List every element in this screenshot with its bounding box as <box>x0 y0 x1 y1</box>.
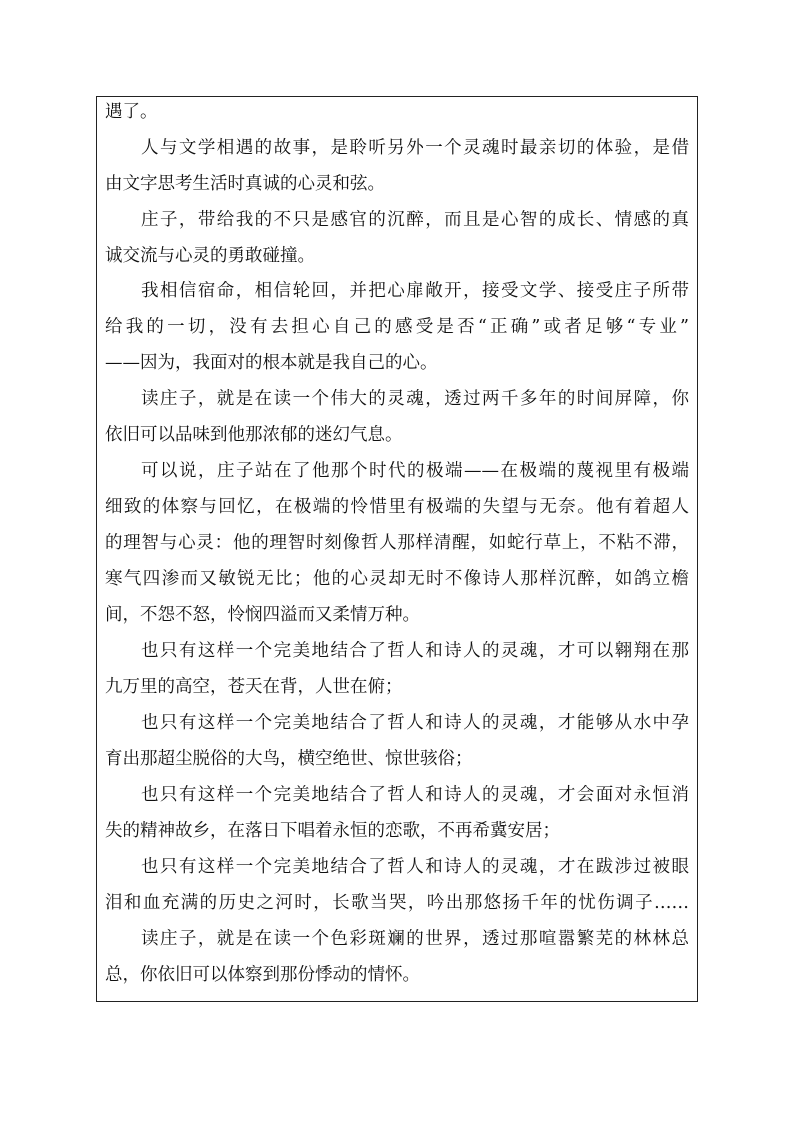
text-line: 给我的一切，没有去担心自己的感受是否“正确”或者足够“专业” <box>105 317 689 337</box>
text-line: 读庄子，就是在读一个色彩斑斓的世界，透过那喧嚣繁芜的林林总 <box>141 929 689 949</box>
text-line: 间，不怨不怒，怜悯四溢而又柔情万种。 <box>105 605 420 625</box>
text-line: 寒气四渗而又敏锐无比；他的心灵却无时不像诗人那样沉醉，如鸽立檐 <box>105 569 689 589</box>
text-line: 遇了。 <box>105 102 158 122</box>
text-line: 也只有这样一个完美地结合了哲人和诗人的灵魂，才能够从水中孕 <box>141 713 689 733</box>
text-line: ——因为，我面对的根本就是我自己的心。 <box>105 353 438 373</box>
text-line: 也只有这样一个完美地结合了哲人和诗人的灵魂，才在跋涉过被眼 <box>141 857 689 877</box>
text-line: 九万里的高空，苍天在背，人世在俯； <box>105 677 403 697</box>
text-line: 育出那超尘脱俗的大鸟，横空绝世、惊世骇俗； <box>105 749 473 769</box>
text-line: 细致的体察与回忆，在极端的怜惜里有极端的失望与无奈。他有着超人 <box>105 497 689 517</box>
text-line: 我相信宿命，相信轮回，并把心扉敞开，接受文学、接受庄子所带 <box>141 281 689 301</box>
text-line: 依旧可以品味到他那浓郁的迷幻气息。 <box>105 425 403 445</box>
text-line: 诚交流与心灵的勇敢碰撞。 <box>105 246 315 266</box>
text-line: 人与文学相遇的故事，是聆听另外一个灵魂时最亲切的体验，是借 <box>141 138 689 158</box>
text-line: 泪和血充满的历史之河时，长歌当哭，吟出那悠扬千年的忧伤调子…… <box>105 893 689 913</box>
text-line: 也只有这样一个完美地结合了哲人和诗人的灵魂，才可以翱翔在那 <box>141 641 689 661</box>
text-line: 读庄子，就是在读一个伟大的灵魂，透过两千多年的时间屏障，你 <box>141 389 689 409</box>
text-line: 由文字思考生活时真诚的心灵和弦。 <box>105 174 385 194</box>
text-line: 可以说，庄子站在了他那个时代的极端——在极端的蔑视里有极端 <box>141 461 689 481</box>
text-line: 庄子，带给我的不只是感官的沉醉，而且是心智的成长、情感的真 <box>141 210 689 230</box>
essay-text-box <box>96 96 698 1002</box>
text-line: 也只有这样一个完美地结合了哲人和诗人的灵魂，才会面对永恒消 <box>141 785 689 805</box>
text-line: 总，你依旧可以体察到那份悸动的情怀。 <box>105 965 420 985</box>
text-line: 失的精神故乡，在落日下唱着永恒的恋歌，不再希冀安居； <box>105 821 560 841</box>
text-line: 的理智与心灵：他的理智时刻像哲人那样清醒，如蛇行草上，不粘不滞， <box>105 533 689 553</box>
